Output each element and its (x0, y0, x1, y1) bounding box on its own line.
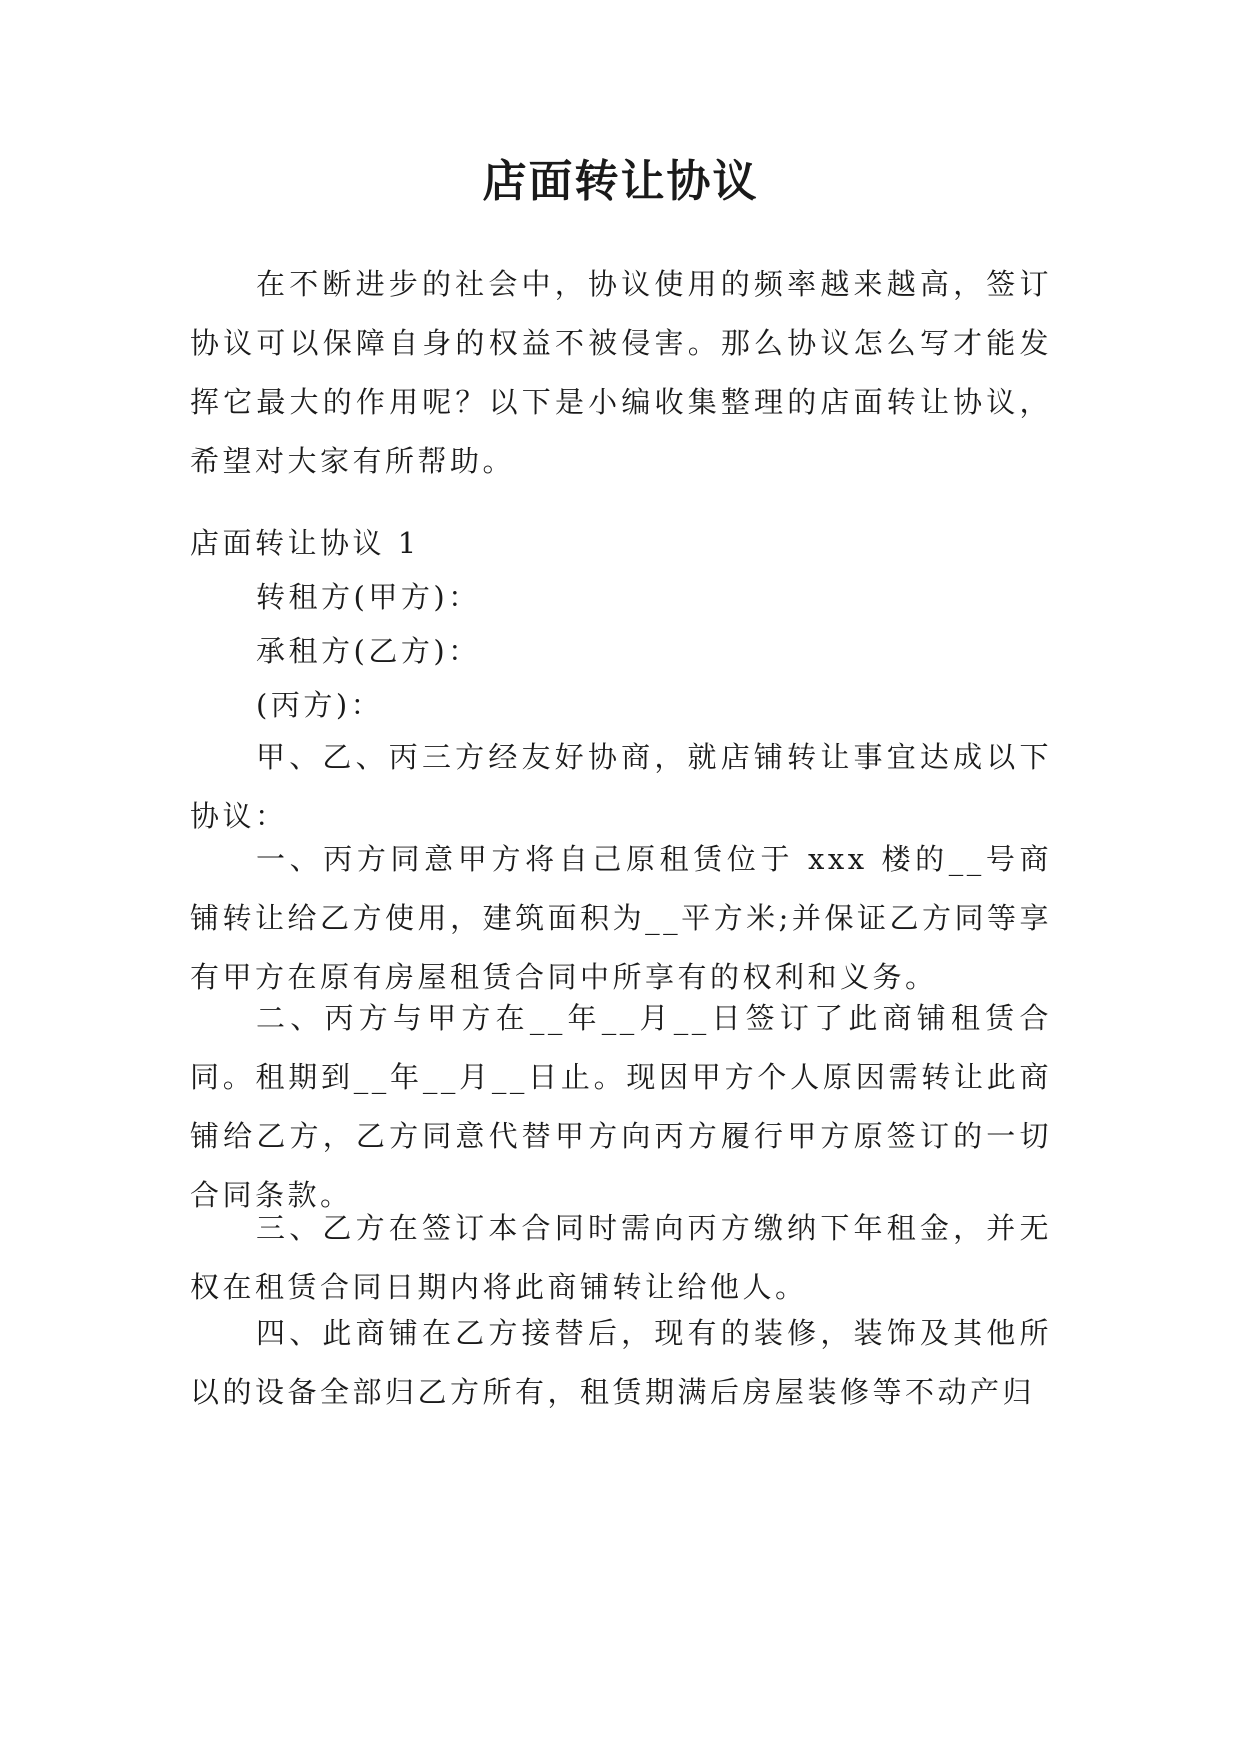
party-c-line: (丙方)： (256, 688, 384, 722)
section-heading: 店面转让协议 1 (190, 526, 420, 560)
document-title: 店面转让协议 (482, 156, 759, 207)
clause-2: 二、丙方与甲方在__年__月__日签订了此商铺租赁合同。租期到__年__月__日止。现因甲方个人原因需转让此商铺给乙方，乙方同意代替甲方向丙方履行甲方原签订的一切合同条款。 (190, 1001, 1052, 1212)
clause-4: 四、此商铺在乙方接替后，现有的装修，装饰及其他所以的设备全部归乙方所有，租赁期满后房屋装修等不动产归 (190, 1316, 1052, 1409)
party-b-line: 承租方(乙方)： (256, 634, 481, 668)
clause-3: 三、乙方在签订本合同时需向丙方缴纳下年租金，并无权在租赁合同日期内将此商铺转让给他人。 (190, 1211, 1052, 1304)
clause-1: 一、丙方同意甲方将自己原租赁位于 xxx 楼的__号商铺转让给乙方使用，建筑面积为__平方米;并保证乙方同等享有甲方在原有房屋租赁合同中所享有的权利和义务。 (190, 842, 1052, 994)
party-a-line: 转租方(甲方)： (256, 580, 481, 614)
intro-paragraph: 在不断进步的社会中，协议使用的频率越来越高，签订协议可以保障自身的权益不被侵害。那么协议怎么写才能发挥它最大的作用呢？以下是小编收集整理的店面转让协议，希望对大家有所帮助。 (190, 267, 1052, 478)
preamble-paragraph: 甲、乙、丙三方经友好协商，就店铺转让事宜达成以下协议： (190, 740, 1052, 833)
